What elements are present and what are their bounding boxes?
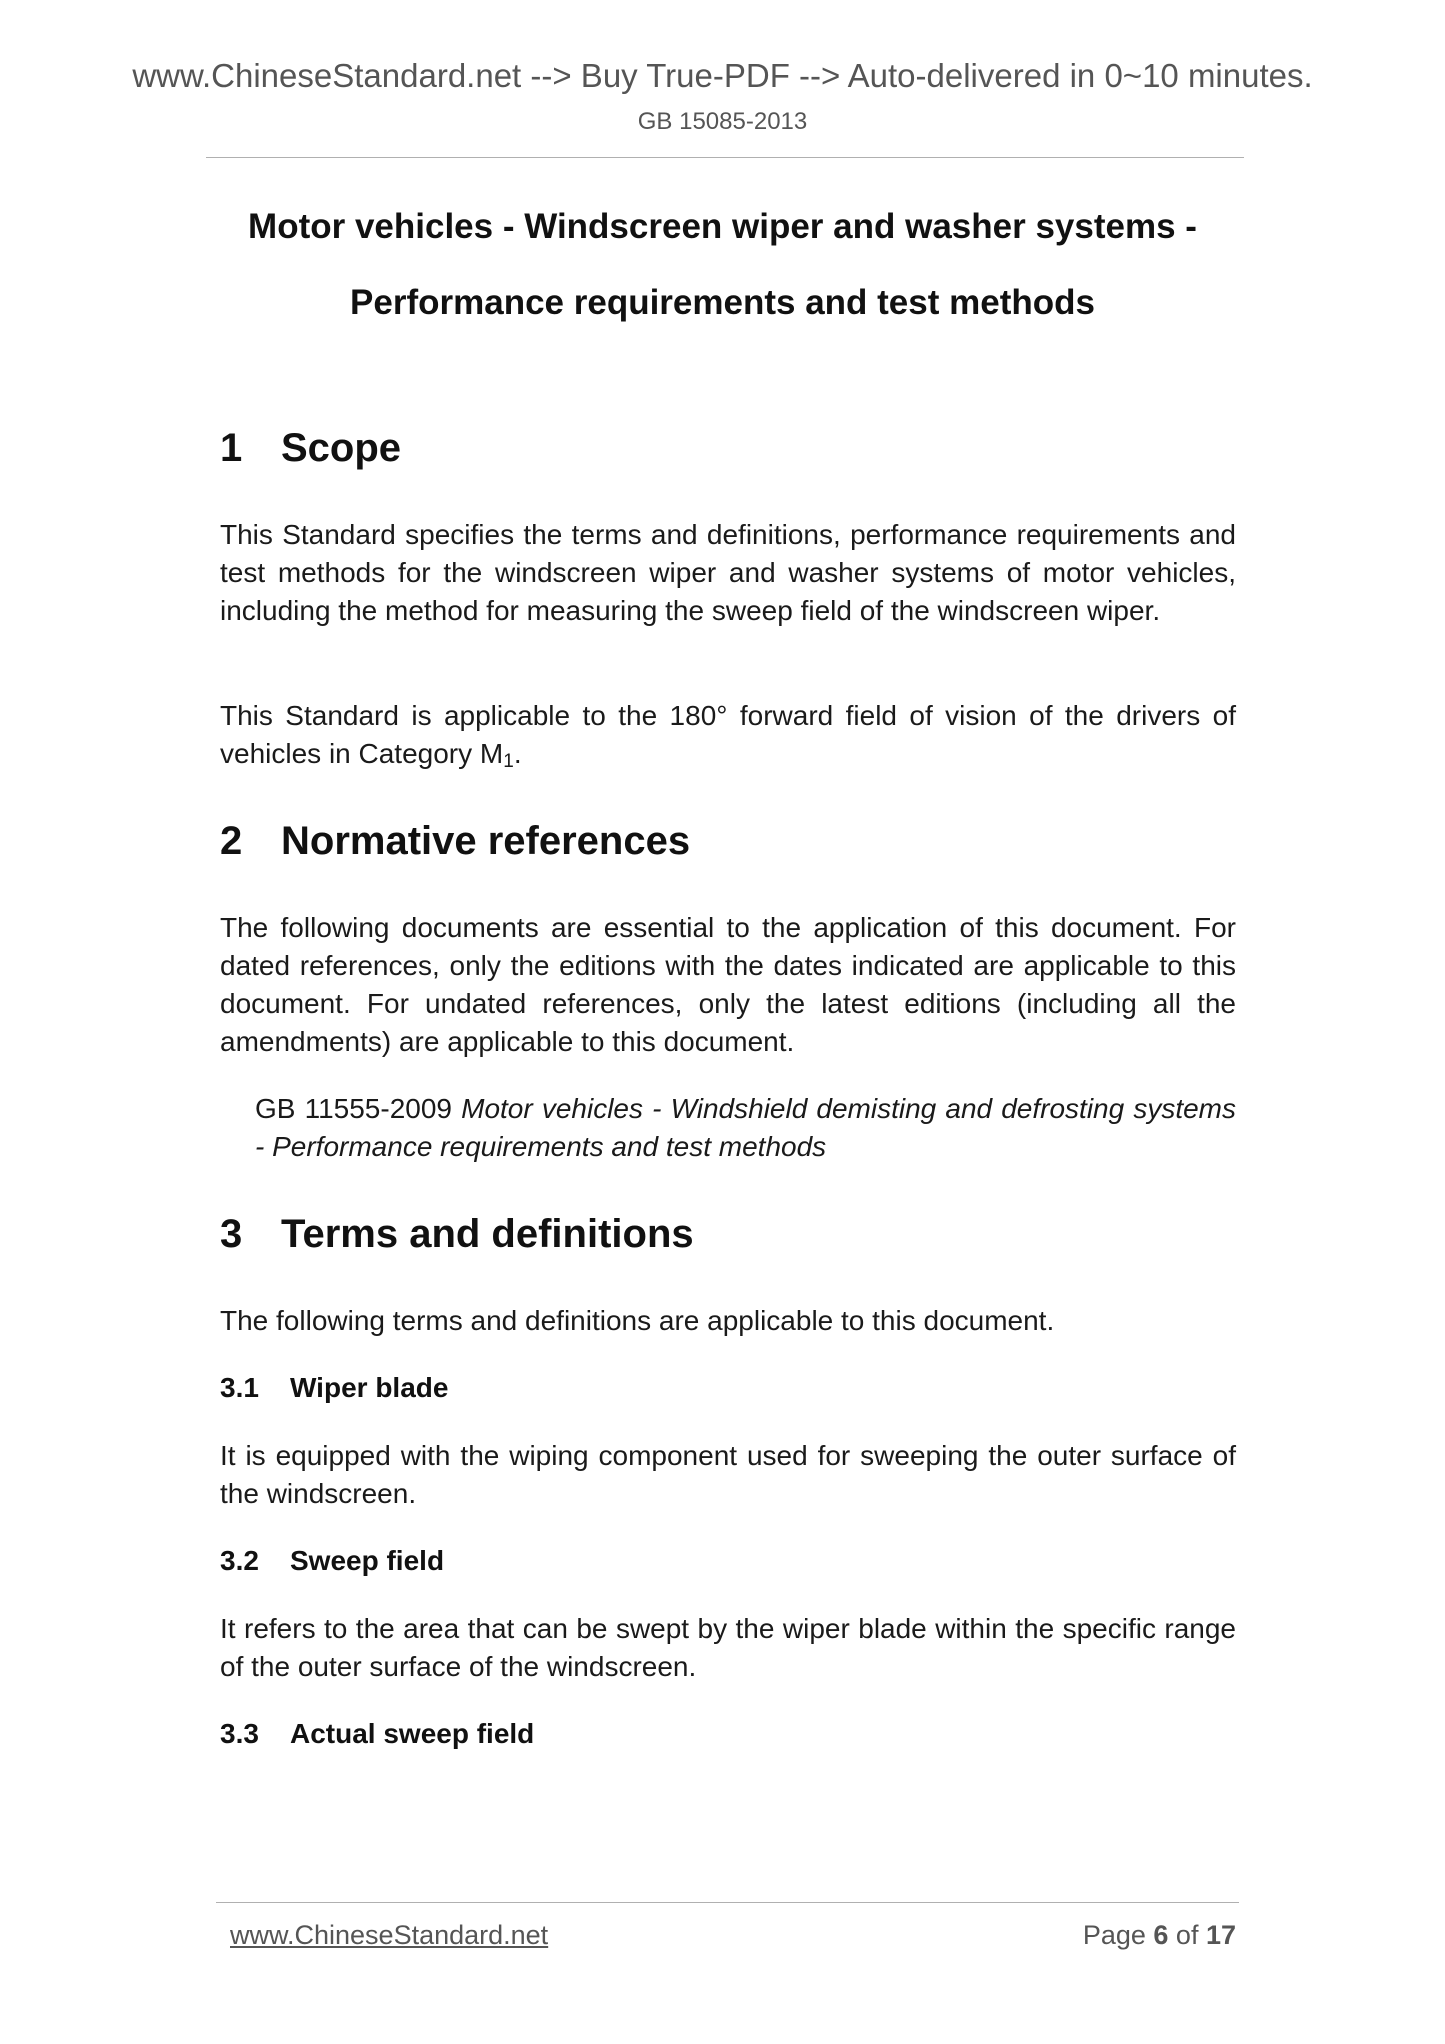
header-promo: www.ChineseStandard.net --> Buy True-PDF --> Auto-delivered in 0~10 minutes. xyxy=(132,57,1313,94)
section-3-heading xyxy=(220,1212,694,1257)
document-title-line-2: Performance requirements and test methods xyxy=(350,283,1095,322)
section-number: 2 xyxy=(220,819,243,863)
section-title: Terms and definitions xyxy=(281,1212,694,1256)
term-3-2-definition: It refers to the area that can be swept by the wiper blade within the specific range of the outer surface of the windscreen. xyxy=(220,1613,1236,1682)
term-3-3-heading xyxy=(220,1718,534,1750)
normative-paragraph: The following documents are essential to the application of this document. For dated references, only the editions with the dates indicated are applicable to this document. For undated references, only the latest editions (including all the amendments) are applicable to this document. xyxy=(220,912,1236,1057)
term-number: 3.3 xyxy=(220,1718,259,1749)
page-of: of xyxy=(1168,1920,1206,1950)
section-title: Scope xyxy=(281,426,402,470)
section-number: 1 xyxy=(220,426,243,470)
term-title: Wiper blade xyxy=(290,1372,449,1403)
reference-title: Motor vehicles - Windshield demisting and defrosting systems - Performance requirements and test methods xyxy=(255,1093,1236,1162)
terms-intro-paragraph: The following terms and definitions are applicable to this document. xyxy=(220,1305,1055,1336)
page-indicator xyxy=(1083,1920,1236,1951)
scope-paragraph-2-end: . xyxy=(513,738,522,769)
term-3-1-definition: It is equipped with the wiping component used for sweeping the outer surface of the windscreen. xyxy=(220,1440,1236,1509)
term-number: 3.1 xyxy=(220,1372,259,1403)
term-title: Actual sweep field xyxy=(290,1718,535,1749)
footer-divider xyxy=(216,1902,1239,1903)
scope-paragraph-1: This Standard specifies the terms and definitions, performance requirements and test methods for the windscreen wiper and washer systems of motor vehicles, including the method for measuring the sweep field of the windscreen wiper. xyxy=(220,519,1236,626)
footer-site-link[interactable]: www.ChineseStandard.net xyxy=(230,1920,549,1950)
section-title: Normative references xyxy=(281,819,691,863)
page-total: 17 xyxy=(1205,1920,1236,1950)
document-title-line-1: Motor vehicles - Windscreen wiper and washer systems - xyxy=(248,207,1197,246)
term-number: 3.2 xyxy=(220,1545,259,1576)
section-number: 3 xyxy=(220,1212,243,1256)
scope-paragraph-2-text: This Standard is applicable to the 180° forward field of vision of the drivers of vehicles in Category M xyxy=(220,700,1236,769)
page-label: Page xyxy=(1082,1920,1154,1950)
section-2-heading xyxy=(220,819,690,864)
term-3-1-heading xyxy=(220,1372,448,1404)
header-divider xyxy=(206,157,1244,158)
standard-code: GB 15085-2013 xyxy=(637,108,808,135)
reference-code: GB 11555-2009 xyxy=(255,1093,462,1124)
scope-paragraph-2 xyxy=(220,697,1236,781)
term-title: Sweep field xyxy=(290,1545,445,1576)
normative-reference-item xyxy=(255,1090,1236,1166)
page-current: 6 xyxy=(1153,1920,1169,1950)
term-3-2-heading xyxy=(220,1545,444,1577)
section-1-heading xyxy=(220,426,401,471)
category-subscript: 1 xyxy=(503,751,514,772)
